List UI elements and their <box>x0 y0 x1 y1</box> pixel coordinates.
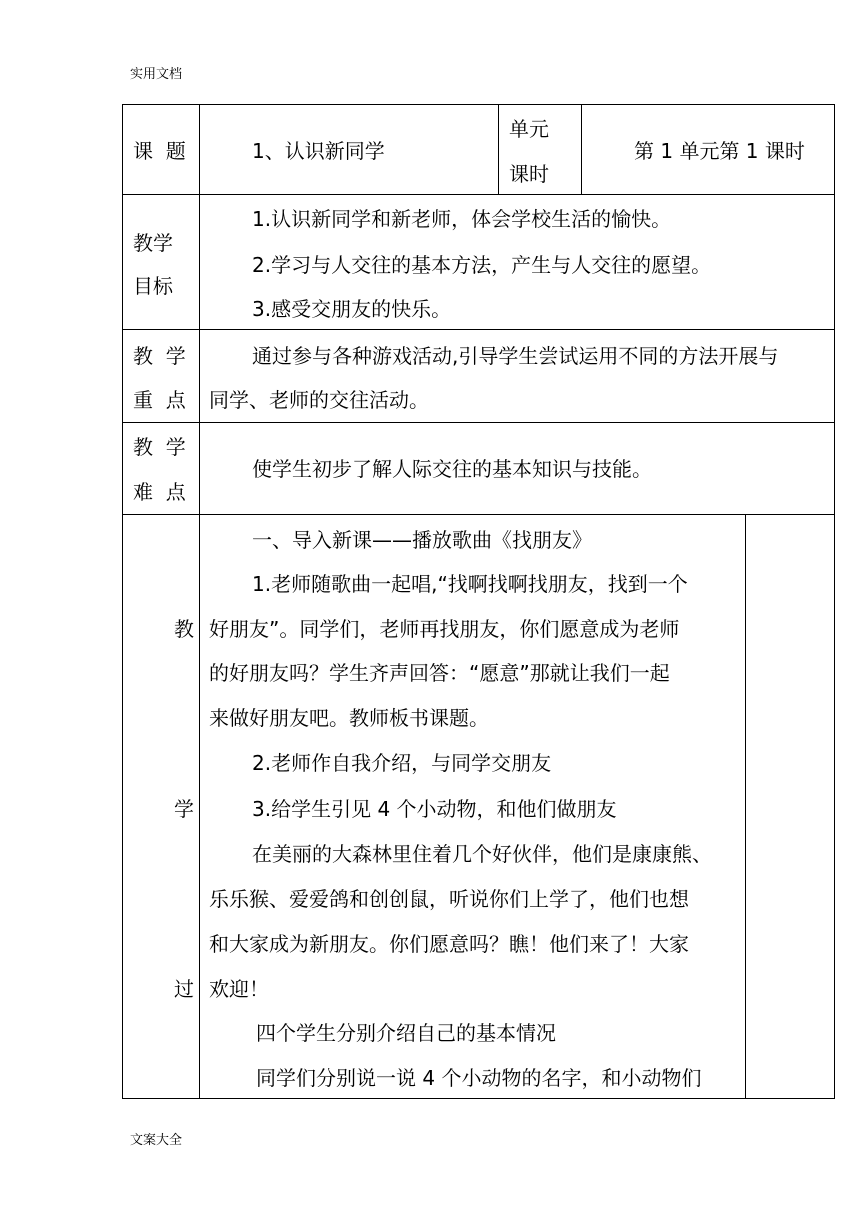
process-line: 的好朋友吗？学生齐声回答：“愿意”那就让我们一起 <box>209 661 670 685</box>
lesson-title: 1、认识新同学 <box>252 139 385 163</box>
table-border <box>122 1098 835 1099</box>
goals-label-2: 目标 <box>133 274 173 298</box>
table-border <box>122 104 835 105</box>
unit-label-1: 单元 <box>509 117 549 141</box>
process-line: 乐乐猴、爱爱鸽和创创鼠，听说你们上学了，他们也想 <box>209 887 689 911</box>
process-line: 3.给学生引见 4 个小动物，和他们做朋友 <box>252 797 617 821</box>
key-text-line: 同学、老师的交往活动。 <box>209 388 429 412</box>
goal-item: 3.感受交朋友的快乐。 <box>252 297 452 321</box>
column-divider <box>498 104 499 195</box>
difficulty-label-1: 教 学 <box>133 435 186 459</box>
process-line: 2.老师作自我介绍，与同学交朋友 <box>252 751 552 775</box>
process-line: 欢迎！ <box>209 977 269 1001</box>
key-text-line: 通过参与各种游戏活动,引导学生尝试运用不同的方法开展与 <box>252 344 779 368</box>
table-border <box>834 104 835 1099</box>
process-line: 好朋友”。同学们，老师再找朋友，你们愿意成为老师 <box>209 617 680 641</box>
lesson-plan-table <box>122 104 835 1099</box>
goal-item: 2.学习与人交往的基本方法，产生与人交往的愿望。 <box>252 253 712 277</box>
process-line: 来做好朋友吧。教师板书课题。 <box>209 706 489 730</box>
process-line: 和大家成为新朋友。你们愿意吗？瞧！他们来了！大家 <box>209 932 689 956</box>
column-divider <box>745 514 746 1099</box>
column-divider <box>199 104 200 1099</box>
process-line: 四个学生分别介绍自己的基本情况 <box>256 1021 556 1045</box>
topic-label: 课 题 <box>133 139 186 163</box>
row-divider <box>122 514 835 515</box>
row-divider <box>122 329 835 330</box>
page-header: 实用文档 <box>130 67 183 82</box>
process-label-char: 学 <box>174 797 194 821</box>
process-line: 同学们分别说一说 4 个小动物的名字，和小动物们 <box>256 1066 702 1090</box>
goals-label-1: 教学 <box>133 231 173 255</box>
page-footer: 文案大全 <box>130 1133 183 1148</box>
row-divider <box>122 422 835 423</box>
difficulty-text: 使学生初步了解人际交往的基本知识与技能。 <box>252 457 652 481</box>
unit-label-2: 课时 <box>509 162 549 186</box>
difficulty-label-2: 难 点 <box>133 480 186 504</box>
process-line: 一、导入新课——播放歌曲《找朋友》 <box>252 528 592 552</box>
goal-item: 1.认识新同学和新老师，体会学校生活的愉快。 <box>252 207 672 231</box>
process-line: 在美丽的大森林里住着几个好伙伴，他们是康康熊、 <box>252 842 712 866</box>
process-label-char: 过 <box>174 977 194 1001</box>
key-label-2: 重 点 <box>133 388 186 412</box>
table-border <box>122 104 123 1099</box>
process-label-char: 教 <box>174 617 194 641</box>
column-divider <box>581 104 582 195</box>
key-label-1: 教 学 <box>133 344 186 368</box>
process-line: 1.老师随歌曲一起唱,“找啊找啊找朋友，找到一个 <box>252 572 688 596</box>
unit-value: 第 1 单元第 1 课时 <box>634 139 805 163</box>
row-divider <box>122 194 835 195</box>
